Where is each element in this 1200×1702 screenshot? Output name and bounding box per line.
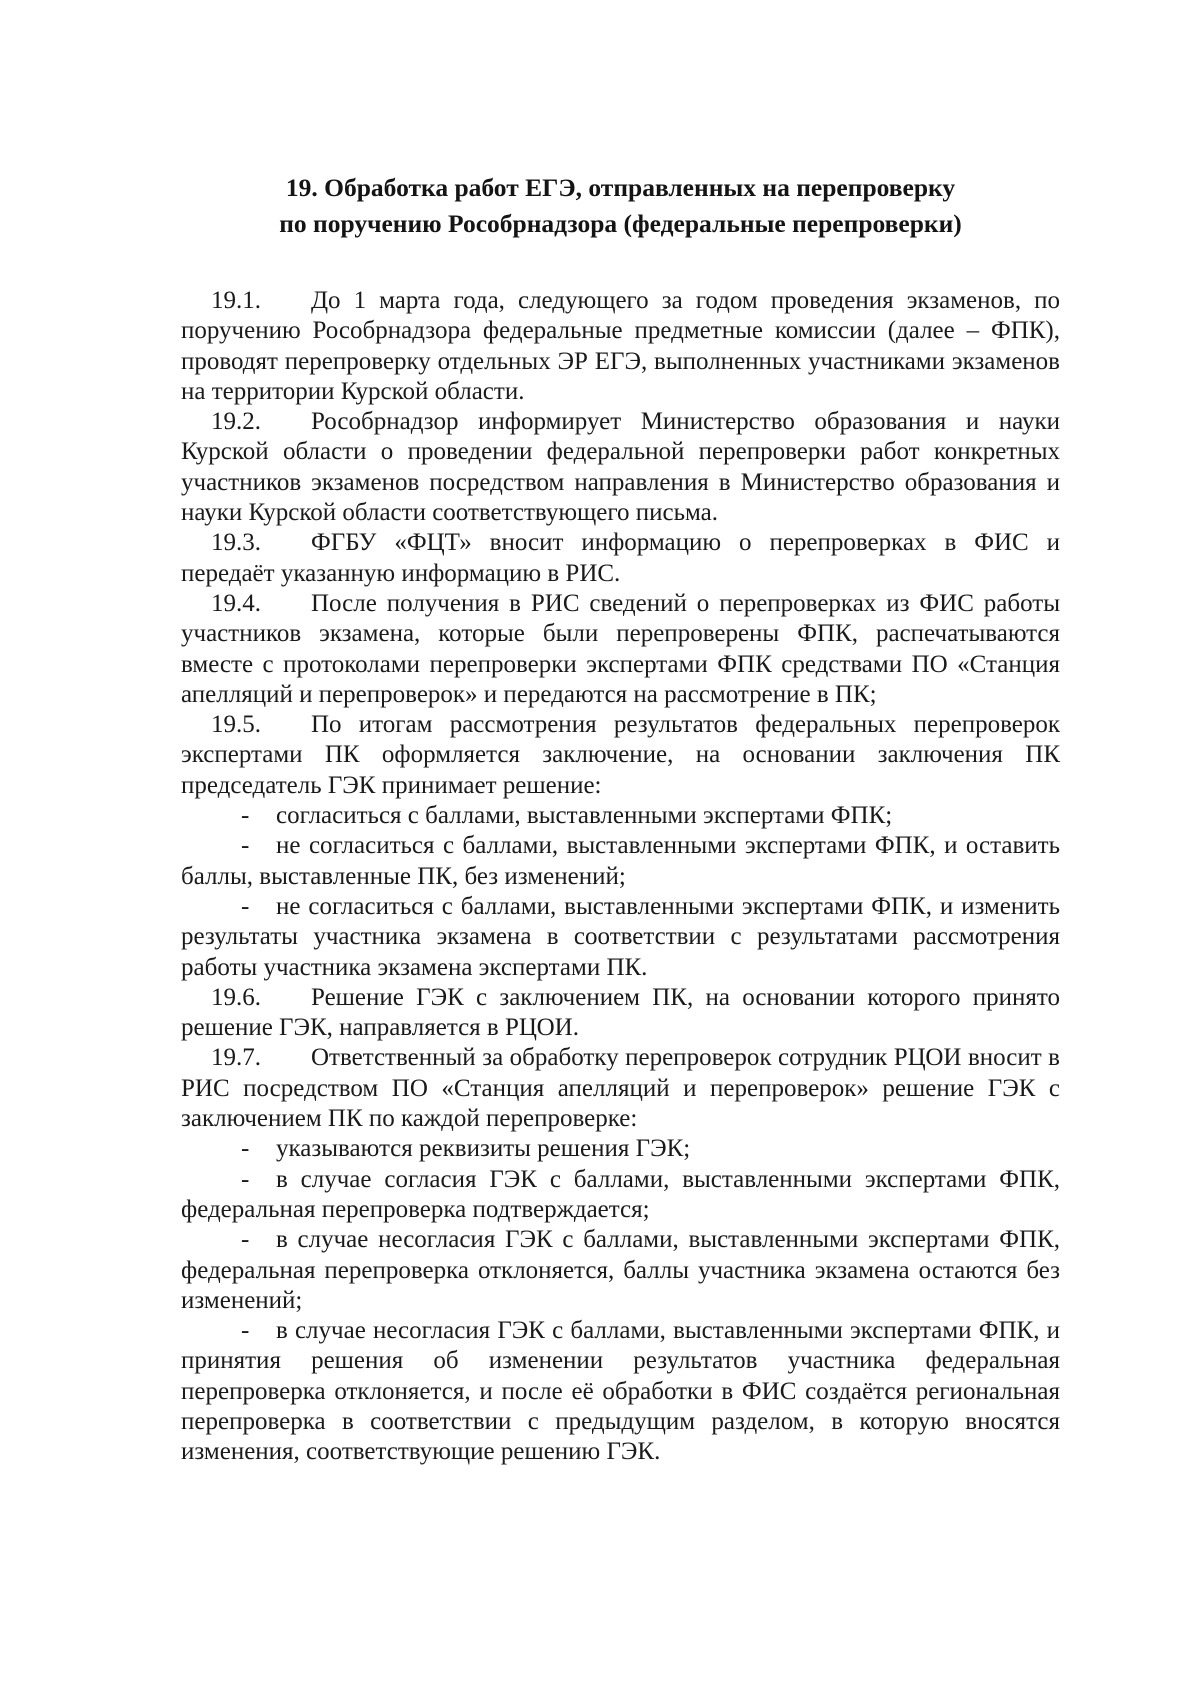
list-item — [181, 1316, 1060, 1467]
clause-number: 19.2. — [211, 408, 261, 436]
clause-number: 19.3. — [211, 529, 261, 557]
list-dash: - — [241, 802, 250, 830]
clause-text: До 1 марта года, следующего за годом проведения экзаменов, по поручению Рособрнадзора федеральные предметные комиссии (далее – ФПК), проводят перепроверку отдельных ЭР ЕГЭ, выполненных участниками экзаменов на территории Курской области. — [181, 287, 1060, 405]
clause-number: 19.1. — [211, 287, 261, 314]
clause-text: Ответственный за обработку перепроверок сотрудник РЦОИ вносит в РИС посредством ПО «Станция апелляций и перепроверок» решение ГЭК с заключением ПК по каждой перепроверке: — [181, 1044, 1060, 1133]
clause-19-1 — [181, 286, 1060, 407]
list-dash: - — [241, 1226, 250, 1254]
clause-text: ФГБУ «ФЦТ» вносит информацию о перепроверках в ФИС и передаёт указанную информацию в РИС. — [181, 529, 1060, 587]
list-dash: - — [241, 832, 250, 860]
list-item-text: в случае согласия ГЭК с баллами, выставленными экспертами ФПК, федеральная перепроверка подтверждается; — [181, 1165, 1060, 1223]
list-item-text: не согласиться с баллами, выставленными экспертами ФПК, и изменить результаты участника экзамена в соответствии с результатами рассмотрения работы участника экзамена экспертами ПК. — [181, 892, 1060, 981]
clause-19-4 — [181, 589, 1060, 710]
section-heading — [181, 170, 1060, 242]
clause-19-7 — [181, 1043, 1060, 1134]
clause-19-3 — [181, 528, 1060, 589]
list-item-text: в случае несогласия ГЭК с баллами, выставленными экспертами ФПК, федеральная перепроверка отклоняется, баллы участника экзамена остаются без изменений; — [181, 1226, 1060, 1314]
clause-19-2 — [181, 407, 1060, 528]
list-dash: - — [241, 1135, 250, 1163]
document-page — [181, 170, 1060, 1468]
list-item-text: в случае несогласия ГЭК с баллами, выставленными экспертами ФПК, и принятия решения об изменении результатов участника федеральная перепроверка отклоняется, и после её обработки в ФИС создаётся региональная перепроверка в соответствии с предыдущим разделом, в которую вносятся изменения, соответствующие решению ГЭК. — [181, 1317, 1060, 1466]
clause-text: Рособрнадзор информирует Министерство образования и науки Курской области о проведении федеральной перепроверки работ конкретных участников экзаменов посредством направления в Министерство образования и науки Курской области соответствующего письма. — [181, 408, 1060, 527]
clause-number: 19.6. — [211, 983, 261, 1011]
section-heading-line-1: 19. Обработка работ ЕГЭ, отправленных на перепроверку — [285, 173, 956, 202]
clause-text: Решение ГЭК с заключением ПК, на основании которого принято решение ГЭК, направляется в РЦОИ. — [181, 983, 1060, 1042]
clause-number: 19.7. — [211, 1044, 261, 1072]
clause-text: По итогам рассмотрения результатов федеральных перепроверок экспертами ПК оформляется заключение, на основании заключения ПК председатель ГЭК принимает решение: — [181, 711, 1060, 799]
list-dash: - — [241, 892, 250, 920]
clause-19-5 — [181, 710, 1060, 801]
section-heading-line-2: по поручению Рособрнадзора (федеральные перепроверки) — [279, 209, 962, 238]
list-item — [181, 1134, 1060, 1164]
list-item-text: согласиться с баллами, выставленными экспертами ФПК; — [276, 802, 893, 830]
list-item-text: указываются реквизиты решения ГЭК; — [276, 1135, 691, 1163]
clause-text: После получения в РИС сведений о перепроверках из ФИС работы участников экзамена, которые были перепроверены ФПК, распечатываются вместе с протоколами перепроверки экспертами ФПК средствами ПО «Станция апелляций и перепроверок» и передаются на рассмотрение в ПК; — [181, 589, 1060, 708]
clause-number: 19.4. — [211, 589, 261, 617]
list-dash: - — [241, 1165, 250, 1193]
list-item-text: не согласиться с баллами, выставленными экспертами ФПК, и оставить баллы, выставленные ПК, без изменений; — [181, 832, 1060, 890]
list-item — [181, 1165, 1060, 1226]
list-item — [181, 1225, 1060, 1316]
clause-19-6 — [181, 983, 1060, 1044]
list-dash: - — [241, 1317, 250, 1345]
list-item — [181, 801, 1060, 831]
list-item — [181, 831, 1060, 892]
list-item — [181, 892, 1060, 983]
clause-number: 19.5. — [211, 711, 261, 739]
